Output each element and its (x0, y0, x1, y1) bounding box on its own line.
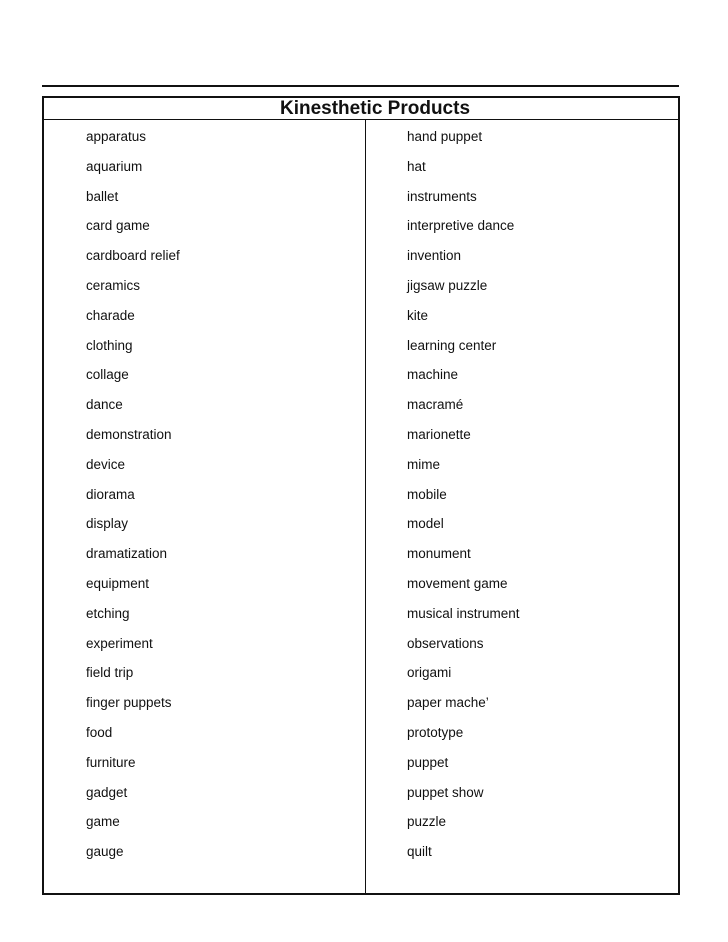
list-item: kite (407, 307, 429, 323)
list-item: charade (86, 307, 135, 323)
list-item: learning center (407, 337, 497, 353)
list-item: marionette (407, 426, 471, 442)
list-item: interpretive dance (407, 218, 515, 234)
list-item: jigsaw puzzle (407, 277, 488, 293)
list-item: ballet (86, 188, 119, 204)
list-item: origami (407, 665, 452, 681)
list-item: gadget (86, 784, 128, 800)
list-item: paper mache’ (407, 695, 489, 711)
list-item: mobile (407, 486, 447, 502)
list-item: furniture (86, 754, 136, 770)
list-item: macramé (407, 397, 464, 413)
list-item: gauge (86, 844, 124, 860)
list-item: observations (407, 635, 484, 651)
column-divider (365, 120, 366, 893)
list-item: instruments (407, 188, 477, 204)
list-item: prototype (407, 724, 464, 740)
list-item: ceramics (86, 277, 141, 293)
list-item: model (407, 516, 444, 532)
list-item: puppet (407, 754, 449, 770)
list-item: cardboard relief (86, 248, 180, 264)
table-title: Kinesthetic Products (279, 98, 471, 119)
list-item: apparatus (86, 129, 147, 144)
list-item: card game (86, 218, 150, 234)
list-item: clothing (86, 337, 133, 353)
list-item: field trip (86, 665, 134, 681)
list-item: demonstration (86, 426, 172, 442)
list-item: game (86, 814, 120, 830)
table-header (44, 98, 678, 120)
list-item: puppet show (407, 784, 484, 800)
list-item: display (86, 516, 129, 532)
list-item: device (86, 456, 126, 472)
list-item: aquarium (86, 158, 143, 174)
list-item: quilt (407, 844, 432, 860)
top-rule (42, 85, 679, 87)
list-item: musical instrument (407, 605, 520, 621)
list-item: movement game (407, 575, 508, 591)
list-item: experiment (86, 635, 153, 651)
list-item: finger puppets (86, 695, 172, 711)
list-item: machine (407, 367, 459, 383)
list-item: collage (86, 367, 129, 383)
list-item: diorama (86, 486, 135, 502)
list-item: hat (407, 158, 426, 174)
list-item: mime (407, 456, 440, 472)
list-item: dance (86, 397, 123, 413)
list-item: dramatization (86, 546, 168, 562)
left-column-list (86, 129, 356, 874)
list-item: puzzle (407, 814, 447, 830)
list-item: food (86, 724, 113, 740)
right-column-list (407, 129, 667, 874)
list-item: equipment (86, 575, 150, 591)
list-item: invention (407, 248, 462, 264)
list-item: monument (407, 546, 471, 562)
list-item: hand puppet (407, 129, 483, 144)
list-item: etching (86, 605, 130, 621)
products-table (42, 96, 680, 895)
